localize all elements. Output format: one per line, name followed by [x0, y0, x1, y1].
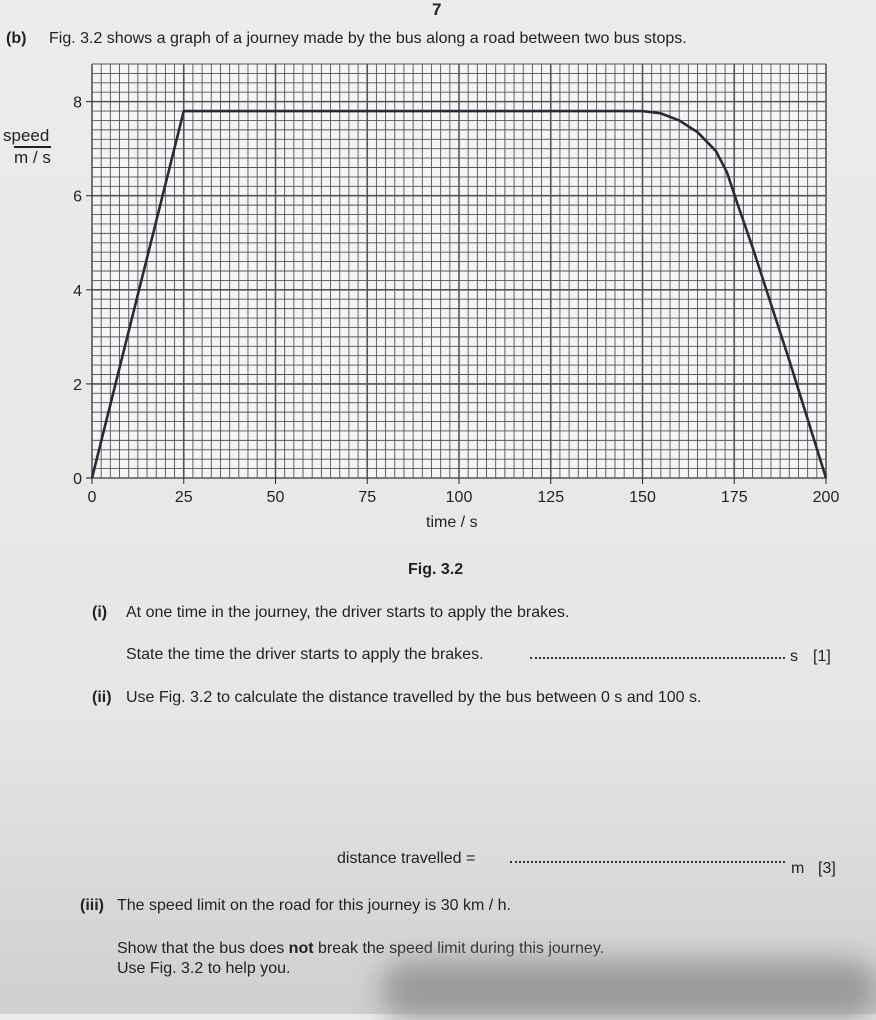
question-iii-prompt-1: Show that the bus does not break the speed limit during this journey.	[117, 940, 605, 957]
y-tick-label: 0	[73, 471, 82, 488]
x-tick-label: 0	[87, 489, 97, 506]
intro-text: Fig. 3.2 shows a graph of a journey made by the bus along a road between two bus stops.	[49, 30, 687, 47]
answer-ii-field[interactable]	[510, 850, 785, 868]
answer-ii-unit: m	[791, 860, 805, 877]
x-tick-label: 75	[358, 489, 377, 506]
y-axis-label-bottom: m / s	[14, 148, 51, 167]
answer-i-field[interactable]	[530, 646, 785, 664]
x-tick-label: 200	[812, 489, 840, 506]
question-i-text: At one time in the journey, the driver starts to apply the brakes.	[126, 604, 570, 621]
x-tick-label: 150	[629, 489, 656, 506]
x-tick-label: 25	[174, 489, 193, 506]
figure-caption: Fig. 3.2	[408, 561, 464, 578]
x-tick-label: 175	[720, 489, 748, 506]
x-tick-label: 50	[266, 489, 285, 506]
y-tick-label: 8	[73, 94, 82, 112]
answer-i-unit: s	[790, 648, 798, 665]
x-tick-label: 125	[537, 489, 565, 506]
question-iii-prompt-2: Use Fig. 3.2 to help you.	[117, 960, 291, 977]
x-axis-label: time / s	[426, 514, 478, 531]
y-tick-label: 2	[73, 376, 82, 394]
question-ii-prompt: distance travelled =	[337, 850, 476, 867]
y-axis-label-top: speed	[3, 126, 50, 145]
question-iii-text: The speed limit on the road for this journey is 30 km / h.	[117, 897, 511, 914]
answer-ii-marks: [3]	[818, 860, 836, 877]
page-number: 7	[432, 0, 442, 19]
question-i-prompt: State the time the driver starts to apply the brakes.	[126, 646, 484, 663]
question-ii-text: Use Fig. 3.2 to calculate the distance travelled by the bus between 0 s and 100 s.	[126, 689, 702, 706]
y-tick-label: 4	[73, 282, 82, 300]
y-tick-label: 6	[73, 188, 82, 206]
question-i-label: (i)	[92, 604, 108, 621]
part-label: (b)	[6, 30, 27, 47]
question-iii-label: (iii)	[80, 897, 104, 914]
x-tick-label: 100	[445, 489, 473, 506]
question-ii-label: (ii)	[92, 689, 112, 706]
answer-i-marks: [1]	[813, 648, 831, 665]
